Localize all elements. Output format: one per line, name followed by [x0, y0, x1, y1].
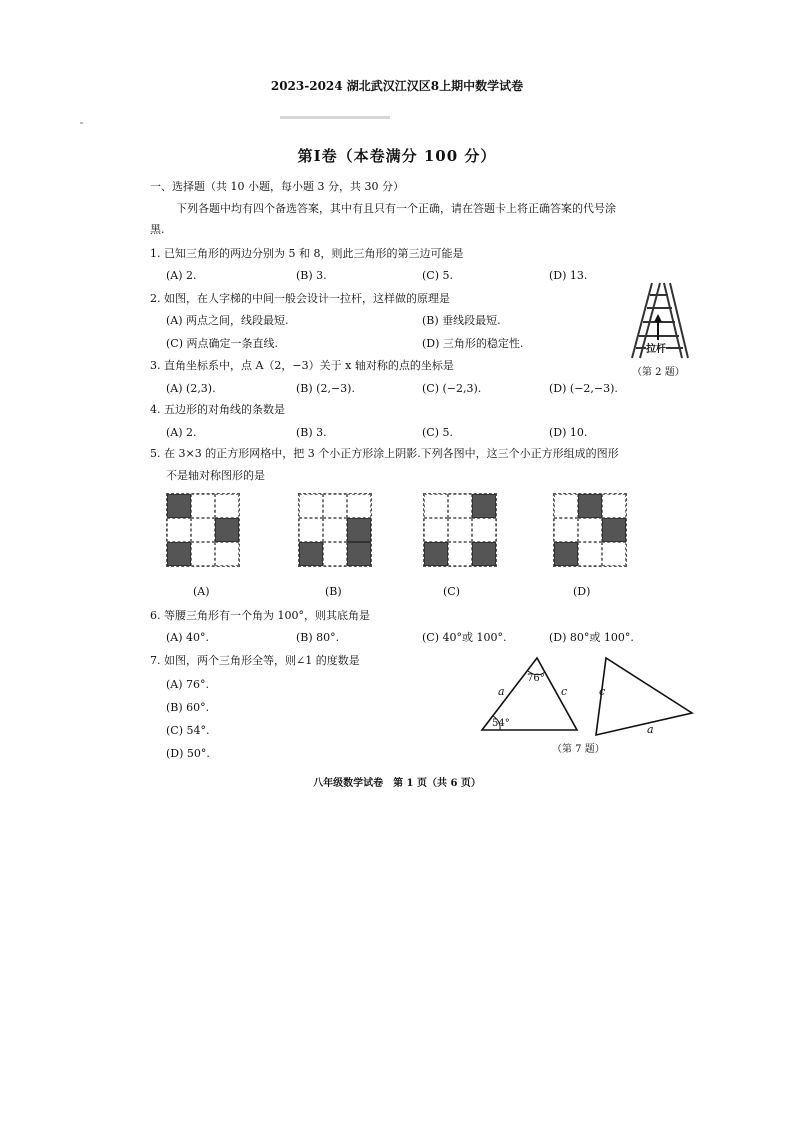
grid-cell [347, 494, 371, 518]
question-1-option-d: (D) 13. [549, 269, 588, 282]
grid-cell [578, 518, 602, 542]
figure-7-caption: （第 7 题） [552, 744, 605, 755]
grid-cell [448, 518, 472, 542]
grid-cell [448, 542, 472, 566]
question-7-option-d: (D) 50°. [166, 747, 210, 760]
grid-cell-shaded [347, 518, 371, 542]
grid-cell [578, 542, 602, 566]
grid-cell [167, 518, 191, 542]
question-2-stem: 2. 如图，在人字梯的中间一般会设计一拉杆，这样做的原理是 [150, 292, 450, 305]
grid-cell [323, 494, 347, 518]
grid-cell [602, 494, 626, 518]
grid-cell-shaded [167, 494, 191, 518]
question-7-option-b: (B) 60°. [166, 701, 210, 714]
side-c-label: c [561, 685, 568, 698]
grid-cell-shaded [472, 542, 496, 566]
grid-label-d: (D) [573, 585, 591, 598]
angle-54-label: 54° [492, 718, 510, 729]
question-7-stem: 7. 如图，两个三角形全等，则∠1 的度数是 [150, 654, 360, 667]
grid-label-c: (C) [443, 585, 460, 598]
grid-label-a: (A) [193, 585, 210, 598]
grid-figure-d [553, 493, 627, 567]
side-a2-label: a [647, 723, 654, 736]
congruent-triangles-figure [474, 650, 704, 746]
question-4-option-c: (C) 5. [422, 426, 453, 439]
figure-2-caption: （第 2 题） [632, 367, 685, 378]
question-1-option-c: (C) 5. [422, 269, 453, 282]
question-1-option-b: (B) 3. [296, 269, 327, 282]
question-2-option-a: (A) 两点之间，线段最短. [166, 314, 289, 327]
grid-cell-shaded [167, 542, 191, 566]
page-footer: 八年级数学试卷 第 1 页（共 6 页） [313, 778, 481, 789]
question-7-option-c: (C) 54°. [166, 724, 210, 737]
grid-cell-shaded [472, 494, 496, 518]
grid-cell [323, 542, 347, 566]
faint-artifact [280, 116, 390, 119]
grid-cell [424, 494, 448, 518]
grid-cell [299, 518, 323, 542]
question-2-option-b: (B) 垂线段最短. [422, 314, 501, 327]
grid-cell [191, 542, 215, 566]
question-6-option-c: (C) 40°或 100°. [422, 631, 507, 644]
grid-cell [472, 518, 496, 542]
grid-cell [602, 542, 626, 566]
part-heading: 第Ⅰ卷（本卷满分 100 分） [297, 147, 497, 165]
question-4-option-a: (A) 2. [166, 426, 197, 439]
question-6-stem: 6. 等腰三角形有一个角为 100°，则其底角是 [150, 609, 370, 622]
question-4-option-b: (B) 3. [296, 426, 327, 439]
grid-cell [215, 494, 239, 518]
grid-cell-shaded [347, 542, 371, 566]
question-3-option-d: (D) (−2,−3). [549, 382, 618, 395]
grid-cell [299, 494, 323, 518]
grid-figure-c [423, 493, 497, 567]
grid-cell-shaded [299, 542, 323, 566]
question-3-option-c: (C) (−2,3). [422, 382, 482, 395]
grid-cell [191, 518, 215, 542]
grid-cell [554, 494, 578, 518]
question-6-option-b: (B) 80°. [296, 631, 340, 644]
question-5-stem-line-1: 5. 在 3×3 的正方形网格中，把 3 个小正方形涂上阴影.下列各图中，这三个小正方形组成的图形 [150, 447, 619, 460]
question-3-option-a: (A) (2,3). [166, 382, 216, 395]
grid-figure-b [298, 493, 372, 567]
side-c2-label: c [599, 685, 606, 698]
grid-cell [215, 542, 239, 566]
grid-cell [191, 494, 215, 518]
question-1-option-a: (A) 2. [166, 269, 197, 282]
grid-cell [323, 518, 347, 542]
grid-figure-a [166, 493, 240, 567]
question-4-stem: 4. 五边形的对角线的条数是 [150, 403, 285, 416]
ladder-rod-label: 拉杆 [646, 344, 666, 355]
section-heading: 一、选择题（共 10 小题，每小题 3 分，共 30 分） [150, 180, 404, 193]
question-3-option-b: (B) (2,−3). [296, 382, 355, 395]
question-4-option-d: (D) 10. [549, 426, 588, 439]
instruction-line-2: 黑. [150, 223, 165, 236]
question-6-option-a: (A) 40°. [166, 631, 210, 644]
grid-cell [424, 518, 448, 542]
grid-cell-shaded [424, 542, 448, 566]
exam-title: 2023-2024 湖北武汉江汉区8上期中数学试卷 [270, 79, 524, 93]
question-6-option-d: (D) 80°或 100°. [549, 631, 634, 644]
instruction-line-1: 下列各题中均有四个备选答案，其中有且只有一个正确，请在答题卡上将正确答案的代号涂 [176, 202, 616, 215]
angle-76-label: 76° [527, 673, 545, 684]
grid-label-b: (B) [325, 585, 342, 598]
grid-cell [554, 518, 578, 542]
question-5-stem-line-2: 不是轴对称图形的是 [166, 469, 265, 482]
question-2-option-c: (C) 两点确定一条直线. [166, 337, 278, 350]
question-1-stem: 1. 已知三角形的两边分别为 5 和 8，则此三角形的第三边可能是 [150, 247, 464, 260]
grid-cell-shaded [602, 518, 626, 542]
grid-cell [448, 494, 472, 518]
grid-cell-shaded [215, 518, 239, 542]
grid-cell-shaded [554, 542, 578, 566]
question-7-option-a: (A) 76°. [166, 678, 210, 691]
question-2-option-d: (D) 三角形的稳定性. [422, 337, 524, 350]
faint-artifact-dot [80, 122, 83, 124]
grid-cell-shaded [578, 494, 602, 518]
side-a-label: a [498, 685, 505, 698]
question-3-stem: 3. 直角坐标系中，点 A（2，−3）关于 x 轴对称的点的坐标是 [150, 359, 454, 372]
